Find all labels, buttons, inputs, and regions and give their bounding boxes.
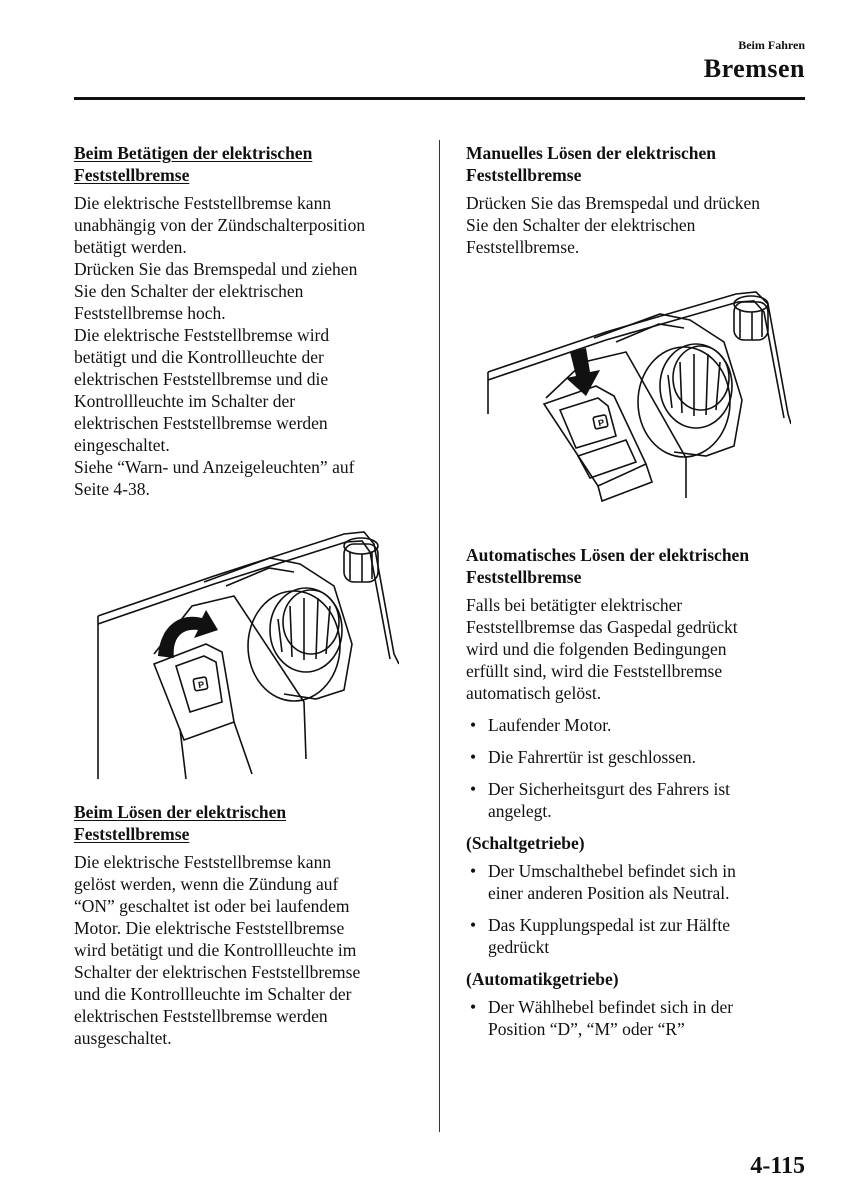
text-line: Siehe “Warn- und Anzeigeleuchten” auf (74, 457, 355, 477)
list-item-line: einer anderen Position als Neutral. (488, 883, 730, 903)
text-line: Feststellbremse hoch. (74, 303, 226, 323)
bullet-icon: • (470, 779, 477, 799)
bullet-icon: • (470, 997, 477, 1017)
list-item-line: Laufender Motor. (488, 715, 612, 735)
manual-transmission-list (466, 860, 808, 958)
manual-release-paragraph (466, 192, 808, 258)
column-divider (439, 140, 440, 1132)
conditions-list (466, 714, 808, 822)
text-line: Feststellbremse. (466, 237, 580, 257)
page-title: Bremsen (703, 54, 805, 83)
text-line: ausgeschaltet. (74, 1028, 172, 1048)
text-line: Seite 4-38. (74, 479, 150, 499)
text-line: betätigt und die Kontrollleuchte der (74, 347, 324, 367)
text-line: und die Kontrollleuchte im Schalter der (74, 984, 352, 1004)
list-item-line: Der Umschalthebel befindet sich in (488, 861, 736, 881)
illustration-pull-switch (94, 524, 399, 779)
text-line: wird betätigt und die Kontrollleuchte im (74, 940, 357, 960)
bullet-icon: • (470, 747, 477, 767)
text-line: Sie den Schalter der elektrischen (466, 215, 696, 235)
subheading-automatic-transmission: (Automatikgetriebe) (466, 969, 619, 989)
heading-automatic-release (466, 544, 808, 588)
text-line: Kontrollleuchte im Schalter der (74, 391, 296, 411)
heading-apply-brake (74, 142, 419, 186)
text-line: betätigt werden. (74, 237, 187, 257)
right-column (466, 142, 808, 1050)
heading-line: Feststellbremse (466, 567, 582, 587)
text-line: Feststellbremse das Gaspedal gedrückt (466, 617, 738, 637)
list-item-line: Position “D”, “M” oder “R” (488, 1019, 685, 1039)
heading-line: Beim Betätigen der elektrischen (74, 143, 313, 163)
list-item (466, 860, 808, 904)
heading-line: Manuelles Lösen der elektrischen (466, 143, 717, 163)
subheading-manual-transmission: (Schaltgetriebe) (466, 833, 585, 853)
automatic-transmission-list (466, 996, 808, 1040)
text-line: Die elektrische Feststellbremse kann (74, 193, 332, 213)
text-line: gelöst werden, wenn die Zündung auf (74, 874, 339, 894)
heading-line: Feststellbremse (74, 165, 190, 185)
heading-line: Feststellbremse (466, 165, 582, 185)
text-line: Drücken Sie das Bremspedal und drücken (466, 193, 761, 213)
text-line: Sie den Schalter der elektrischen (74, 281, 304, 301)
text-line: “ON” geschaltet ist oder bei laufendem (74, 896, 350, 916)
list-item (466, 996, 808, 1040)
list-item-line: gedrückt (488, 937, 550, 957)
list-item-line: Die Fahrertür ist geschlossen. (488, 747, 697, 767)
parking-brake-p-icon: P (597, 417, 606, 429)
text-line: elektrischen Feststellbremse werden (74, 1006, 328, 1026)
bullet-icon: • (470, 861, 477, 881)
list-item (466, 714, 808, 736)
section-label: Beim Fahren (738, 38, 805, 52)
text-line: Die elektrische Feststellbremse kann (74, 852, 332, 872)
text-line: Motor. Die elektrische Feststellbremse (74, 918, 345, 938)
text-line: eingeschaltet. (74, 435, 170, 455)
list-item-line: angelegt. (488, 801, 552, 821)
text-line: elektrischen Feststellbremse und die (74, 369, 329, 389)
list-item-line: Der Sicherheitsgurt des Fahrers ist (488, 779, 731, 799)
automatic-release-paragraph (466, 594, 808, 704)
bullet-icon: • (470, 915, 477, 935)
text-line: Falls bei betätigter elektrischer (466, 595, 683, 615)
list-item-line: Der Wählhebel befindet sich in der (488, 997, 734, 1017)
arrow-down-icon (566, 348, 600, 396)
left-column (74, 142, 419, 1049)
list-item (466, 746, 808, 768)
list-item-line: Das Kupplungspedal ist zur Hälfte (488, 915, 731, 935)
heading-manual-release (466, 142, 808, 186)
text-line: unabhängig von der Zündschalterposition (74, 215, 366, 235)
page-number: 4-115 (750, 1153, 805, 1179)
apply-brake-paragraph (74, 192, 419, 500)
text-line: Drücken Sie das Bremspedal und ziehen (74, 259, 358, 279)
text-line: wird und die folgenden Bedingungen (466, 639, 727, 659)
release-brake-paragraph (74, 851, 419, 1049)
text-line: erfüllt sind, wird die Feststellbremse (466, 661, 723, 681)
illustration-push-switch (486, 286, 791, 526)
heading-release-brake (74, 801, 419, 845)
list-item (466, 778, 808, 822)
parking-brake-p-icon: P (197, 679, 205, 691)
heading-line: Feststellbremse (74, 824, 190, 844)
header-rule (74, 97, 805, 100)
text-line: automatisch gelöst. (466, 683, 602, 703)
heading-line: Automatisches Lösen der elektrischen (466, 545, 750, 565)
text-line: Die elektrische Feststellbremse wird (74, 325, 330, 345)
list-item (466, 914, 808, 958)
text-line: Schalter der elektrischen Feststellbremse (74, 962, 361, 982)
heading-line: Beim Lösen der elektrischen (74, 802, 287, 822)
text-line: elektrischen Feststellbremse werden (74, 413, 328, 433)
bullet-icon: • (470, 715, 477, 735)
